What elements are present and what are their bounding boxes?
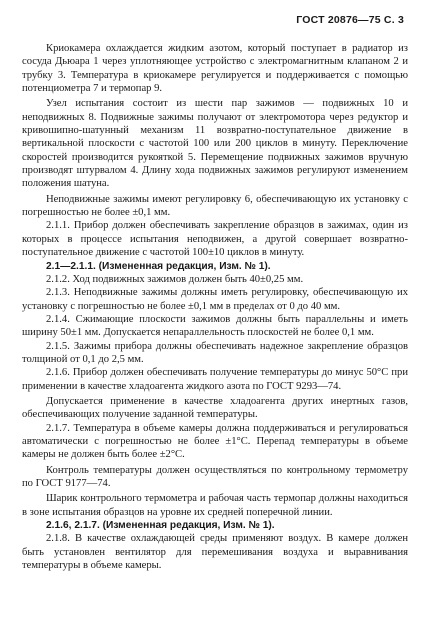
document-body — [22, 42, 408, 572]
paragraph-cryochamber: Криокамера охлаждается жидким азотом, который поступает в радиатор из сосуда Дьюара 1 через уплотняющее устройство с электромагнитным клапаном 2 и трубку 3. Температура в криокамере регулируется и поддерживается с помощью потенциометра 7 и термопар 9. — [22, 43, 408, 95]
paragraph-coolant-alternatives: Допускается применение в качестве хладоагента других инертных газов, обеспечивающих получение заданной температуры. — [22, 395, 408, 421]
paragraph-2-1-5: 2.1.5. Зажимы прибора должны обеспечивать надежное закрепление образцов толщиной от 0,1 до 2,5 мм. — [22, 340, 408, 365]
paragraph-amendment-2-1-6: 2.1.6, 2.1.7. (Измененная редакция, Изм. № 1). — [46, 520, 275, 532]
paragraph-test-unit: Узел испытания состоит из шести пар зажимов — подвижных 10 и неподвижных 8. Подвижные зажимы получают от электромотора через редуктор и кривошипно-шатунный механизм 11 возвратно-поступательное движение в вертикальной плоскости с частотой 100 или 200 циклов в минуту. Переключение скоростей производится рукояткой 5. Перемещение подвижных зажимов вручную производят штурвалом 4. Длину хода подвижных зажимов регулируют изменением положения шатуна. — [22, 98, 408, 190]
page-header: ГОСТ 20876—75 С. 3 — [296, 14, 404, 26]
paragraph-amendment-2-1: 2.1—2.1.1. (Измененная редакция, Изм. № 1). — [46, 260, 271, 272]
paragraph-2-1-6: 2.1.6. Прибор должен обеспечивать получение температуры до минус 50°С при применении в качестве хладоагента жидкого азота по ГОСТ 9293—74. — [22, 367, 408, 392]
paragraph-fixed-clamps: Неподвижные зажимы имеют регулировку 6, обеспечивающую их установку с погрешностью не более ±0,1 мм. — [22, 193, 408, 219]
paragraph-2-1-2: 2.1.2. Ход подвижных зажимов должен быть 40±0,25 мм. — [46, 273, 304, 285]
paragraph-2-1-4: 2.1.4. Сжимающие плоскости зажимов должны быть параллельны и иметь ширину 50±1 мм. Допускается непараллельность плоскостей не более 0,1 мм. — [22, 313, 408, 339]
paragraph-temperature-control: Контроль температуры должен осуществляться по контрольному термометру по ГОСТ 9177—74. — [22, 464, 408, 489]
paragraph-2-1-3: 2.1.3. Неподвижные зажимы должны иметь регулировку, обеспечивающую их установку с погрешностью не более ±0,1 мм в пределах от 0 до 40 мм. — [22, 287, 408, 312]
paragraph-2-1-8: 2.1.8. В качестве охлаждающей среды применяют воздух. В камере должен быть установлен вентилятор для перемешивания воздуха и выравнивания температуры в объеме камеры. — [22, 533, 408, 572]
paragraph-2-1-1: 2.1.1. Прибор должен обеспечивать закрепление образцов в зажимах, один из которых в процессе испытания неподвижен, а другой совершает возвратно-поступательное движение с частотой 100±10 циклов в минуту. — [22, 220, 408, 259]
paragraph-thermometer-bulb: Шарик контрольного термометра и рабочая часть термопар должны находиться в зоне испытания образцов на уровне их средней поперечной линии. — [22, 493, 408, 518]
paragraph-2-1-7: 2.1.7. Температура в объеме камеры должна поддерживаться и регулироваться автоматически с погрешностью не более ±1°С. Перепад температуры в объеме камеры не должен быть более ±2°С. — [22, 422, 408, 461]
